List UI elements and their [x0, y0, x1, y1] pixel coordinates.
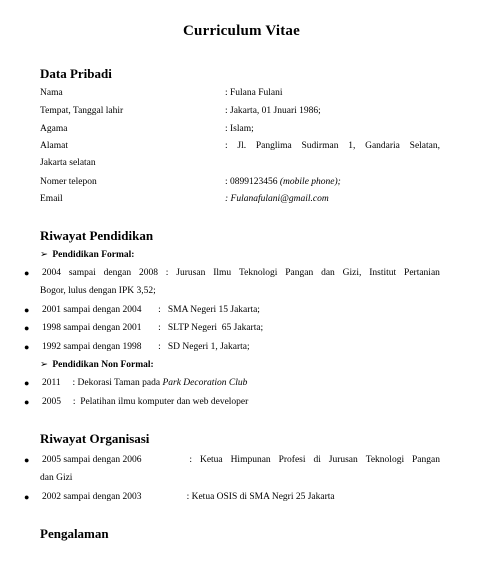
word: sampai [68, 268, 96, 278]
section-heading-organization: Riwayat Organisasi [40, 431, 150, 446]
value: : Jakarta, 01 Jnuari 1986; [225, 106, 321, 116]
bullet-icon: ● [24, 323, 30, 333]
word: di [313, 455, 321, 465]
nonformal-subheading [40, 358, 154, 372]
item-italic: Park Decoration Club [162, 378, 248, 388]
word: : [189, 455, 193, 465]
list-item-continuation: dan Gizi [40, 473, 73, 483]
value [225, 139, 440, 153]
document-title: Curriculum Vitae [183, 23, 300, 39]
section-heading-experience: Pengalaman [40, 526, 109, 541]
bullet-icon: ● [24, 342, 30, 352]
label: Tempat, Tanggal lahir [40, 106, 124, 116]
list-item: 1998 sampai dengan 2001 : SLTP Negeri 65 Jakarta; [42, 323, 264, 333]
formal-subheading [40, 248, 134, 262]
list-item: 2002 sampai dengan 2003 : Ketua OSIS di SMA Negri 25 Jakarta [42, 492, 335, 502]
arrow-icon: ➢ [40, 250, 48, 260]
list-item [42, 453, 440, 467]
word: dan [321, 268, 335, 278]
phone-number: : 0899123456 [225, 177, 280, 187]
address-word: Sudirman [301, 141, 339, 151]
list-item: 2005 : Pelatihan ilmu komputer dan web developer [42, 397, 249, 407]
word: Jurusan [328, 455, 358, 465]
address-word: Gandaria [365, 141, 400, 151]
section-heading-personal: Data Pribadi [40, 66, 112, 81]
list-item: 2001 sampai dengan 2004 : SMA Negeri 15 Jakarta; [42, 305, 260, 315]
item-text: 2011 : Dekorasi Taman pada [42, 378, 163, 388]
address-continuation: Jakarta selatan [40, 158, 96, 168]
bullet-icon: ● [24, 492, 30, 502]
list-item [42, 266, 440, 280]
phone-note: (mobile phone); [279, 177, 341, 187]
value: : Fulanafulani@gmail.com [225, 194, 329, 204]
address-word: 1, [348, 141, 356, 151]
address-word: Selatan, [409, 141, 440, 151]
bullet-icon: ● [24, 455, 30, 465]
label: Nama [40, 88, 63, 98]
label: Agama [40, 124, 68, 134]
personal-row-religion [40, 122, 440, 136]
word: : [165, 268, 169, 278]
word: Jurusan [176, 268, 206, 278]
list-item [42, 376, 247, 390]
word: dengan [103, 268, 132, 278]
value: : Islam; [225, 124, 254, 134]
value [225, 175, 341, 189]
personal-row-address [40, 139, 440, 153]
word: Himpunan [230, 455, 271, 465]
list-item-continuation: Bogor, lulus dengan IPK 3,52; [40, 286, 156, 296]
value: : Fulana Fulani [225, 88, 283, 98]
word: Gizi, [342, 268, 362, 278]
word: Profesi [278, 455, 306, 465]
personal-row-email [40, 192, 440, 206]
formal-label: Pendidikan Formal: [52, 250, 135, 260]
label: Email [40, 194, 63, 204]
word: Teknologi [239, 268, 278, 278]
word: 2005 sampai dengan 2006 [42, 455, 142, 465]
word: Ilmu [213, 268, 232, 278]
address-word: : [225, 141, 228, 151]
bullet-icon: ● [24, 397, 30, 407]
label: Nomer telepon [40, 177, 97, 187]
word: Pertanian [404, 268, 440, 278]
bullet-icon: ● [24, 305, 30, 315]
arrow-icon: ➢ [40, 360, 48, 370]
word: Pangan [285, 268, 314, 278]
address-word: Jl. [237, 141, 247, 151]
word: 2004 [42, 268, 61, 278]
bullet-icon: ● [24, 268, 30, 278]
personal-row-birth [40, 104, 440, 118]
bullet-icon: ● [24, 378, 30, 388]
personal-row-phone [40, 175, 440, 189]
label: Alamat [40, 141, 68, 151]
section-heading-education: Riwayat Pendidikan [40, 228, 154, 243]
nonformal-label: Pendidikan Non Formal: [52, 360, 154, 370]
word: Ketua [199, 455, 223, 465]
word: Teknologi [365, 455, 405, 465]
word: Pangan [412, 455, 440, 465]
word: 2008 [138, 268, 158, 278]
list-item: 1992 sampai dengan 1998 : SD Negeri 1, Jakarta; [42, 342, 250, 352]
address-word: Panglima [255, 141, 292, 151]
word: Institut [369, 268, 397, 278]
personal-row-name [40, 86, 440, 100]
